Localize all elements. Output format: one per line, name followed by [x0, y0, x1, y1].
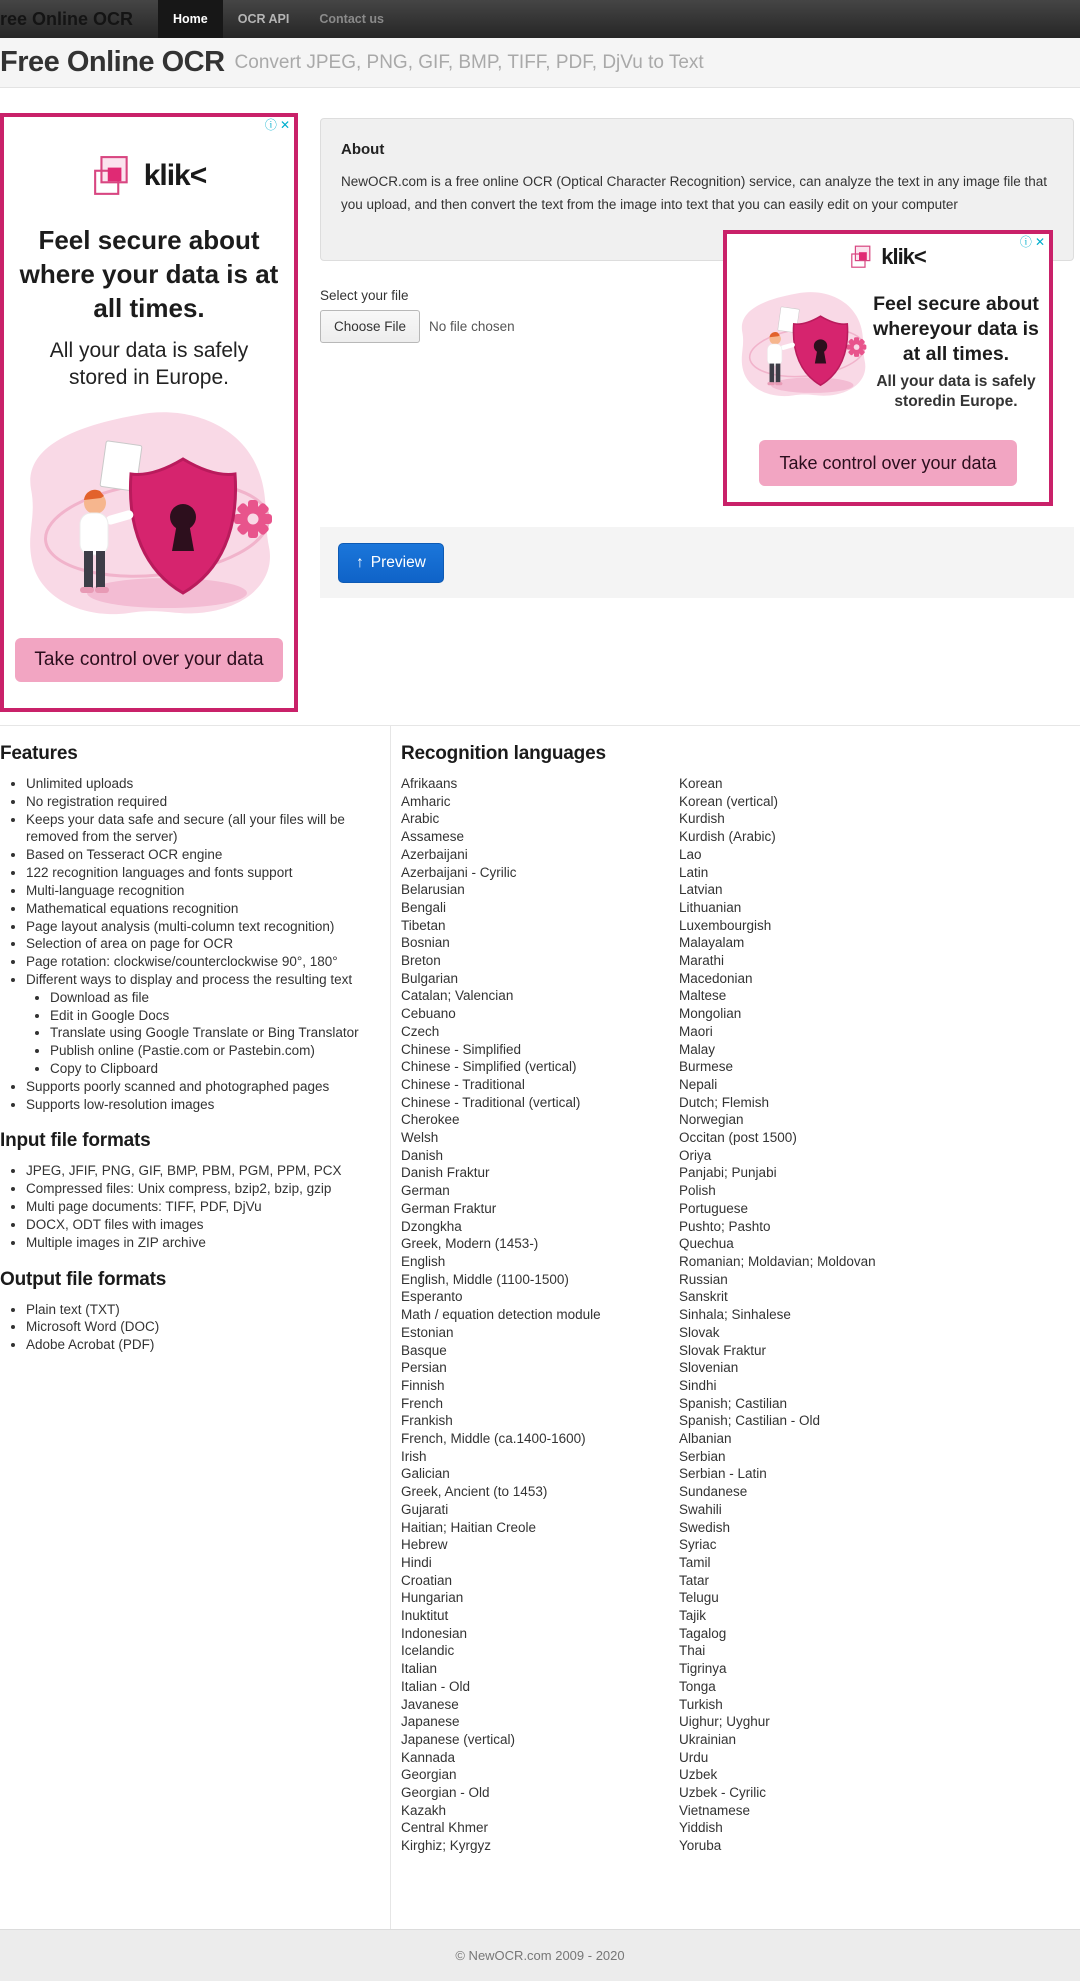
ad-logo: [4, 155, 294, 197]
language-item: Dutch; Flemish: [679, 1094, 770, 1110]
languages-title: Recognition languages: [401, 743, 606, 764]
language-item: Croatian: [401, 1572, 453, 1588]
language-item: Irish: [401, 1448, 427, 1464]
language-item: Italian - Old: [401, 1678, 471, 1694]
output-format-item: • Microsoft Word (DOC): [26, 1318, 384, 1336]
language-item: Japanese (vertical): [401, 1731, 516, 1747]
language-item: Swahili: [679, 1501, 722, 1517]
form-footer: [320, 527, 1074, 598]
preview-button[interactable]: ↑ Preview: [338, 543, 444, 583]
language-item: Slovenian: [679, 1360, 739, 1376]
ad-close-icon[interactable]: ✕: [279, 118, 290, 132]
language-item: Basque: [401, 1342, 447, 1358]
language-item: Azerbaijani - Cyrilic: [401, 864, 517, 880]
info-section: [0, 726, 1080, 1929]
ad-subheadline: All your data is safely stored in Europe.: [49, 339, 249, 389]
language-item: Central Khmer: [401, 1820, 489, 1836]
language-item: Turkish: [679, 1696, 723, 1712]
language-item: Tagalog: [679, 1625, 727, 1641]
language-item: Amharic: [401, 793, 451, 809]
feature-item: • Mathematical equations recognition: [26, 900, 384, 918]
language-item: Sundanese: [679, 1484, 748, 1500]
language-item: Hebrew: [401, 1537, 448, 1553]
language-item: Sindhi: [679, 1377, 717, 1393]
about-text: NewOCR.com is a free online OCR (Optical Character Recognition) service, can analyze the text in any image file that you upload, and then convert the text from the image into text that you can easily edit on your computer: [341, 174, 1048, 212]
feature-item: • Keeps your data safe and secure (all your files will be removed from the server): [26, 811, 384, 847]
copyright-text: © NewOCR.com 2009 - 2020: [455, 1948, 625, 1963]
language-item: French, Middle (ca.1400-1600): [401, 1431, 586, 1447]
feature-sub-item: • Download as file: [50, 989, 384, 1007]
language-item: Breton: [401, 953, 441, 969]
nav-item-ocr-api[interactable]: OCR API: [237, 12, 290, 26]
language-item: Occitan (post 1500): [679, 1130, 797, 1146]
language-item: Syriac: [679, 1537, 717, 1553]
language-item: German Fraktur: [401, 1200, 497, 1216]
select-file-label: Select your file: [320, 288, 409, 303]
language-item: Kirghiz; Kyrgyz: [401, 1838, 492, 1854]
language-item: Chinese - Simplified (vertical): [401, 1059, 577, 1075]
output-format-item: • Adobe Acrobat (PDF): [26, 1336, 384, 1354]
feature-sub-item: • Translate using Google Translate or Bing Translator: [50, 1024, 384, 1042]
language-item: Nepali: [679, 1076, 718, 1092]
ad-right-banner[interactable]: [723, 230, 1053, 506]
language-item: Vietnamese: [679, 1802, 751, 1818]
language-item: Inuktitut: [401, 1608, 449, 1624]
feature-item: • Multi-language recognition: [26, 882, 384, 900]
features-column: [0, 726, 390, 1929]
ad-logo-text: klik<: [881, 244, 926, 269]
adchoices-info-icon[interactable]: ⓘ: [264, 118, 277, 132]
language-item: Math / equation detection module: [401, 1307, 601, 1323]
language-item: Lithuanian: [679, 899, 742, 915]
language-item: Icelandic: [401, 1643, 455, 1659]
output-formats-title: Output file formats: [0, 1268, 167, 1290]
about-title: About: [341, 141, 385, 158]
languages-grid: [401, 775, 1080, 1855]
language-item: English: [401, 1253, 446, 1269]
language-item: Belarusian: [401, 882, 465, 898]
top-navbar: [0, 0, 1080, 38]
language-item: Czech: [401, 1023, 440, 1039]
language-item: Gujarati: [401, 1501, 449, 1517]
language-item: Malay: [679, 1041, 716, 1057]
input-formats-title: Input file formats: [0, 1130, 151, 1152]
output-formats-list: [0, 1301, 384, 1354]
file-input-row: [320, 310, 515, 343]
language-item: Panjabi; Punjabi: [679, 1165, 777, 1181]
feature-item: • Based on Tesseract OCR engine: [26, 846, 384, 864]
feature-item: • Unlimited uploads: [26, 775, 384, 793]
feature-sub-item: • Publish online (Pastie.com or Pastebin.com): [50, 1042, 384, 1060]
language-item: Albanian: [679, 1431, 732, 1447]
upload-arrow-icon: ↑: [356, 554, 364, 571]
site-footer: [0, 1929, 1080, 1981]
language-item: Quechua: [679, 1236, 734, 1252]
language-item: Hungarian: [401, 1590, 464, 1606]
language-item: French: [401, 1395, 444, 1411]
input-format-item: • JPEG, JFIF, PNG, GIF, BMP, PBM, PGM, PPM, PCX: [26, 1162, 384, 1180]
feature-item: • Different ways to display and process the resulting text: [26, 971, 384, 989]
language-item: Slovak Fraktur: [679, 1342, 767, 1358]
languages-list-1: [401, 775, 679, 1855]
language-item: Catalan; Valencian: [401, 988, 514, 1004]
language-item: Cebuano: [401, 1006, 456, 1022]
language-item: Estonian: [401, 1324, 454, 1340]
language-item: Malayalam: [679, 935, 745, 951]
language-item: Korean: [679, 776, 723, 791]
language-item: Persian: [401, 1360, 447, 1376]
language-item: Galician: [401, 1466, 450, 1482]
feature-item: • Selection of area on page for OCR: [26, 935, 384, 953]
language-item: Ukrainian: [679, 1731, 737, 1747]
language-item: Kannada: [401, 1749, 456, 1765]
page-title: Free Online OCR: [0, 46, 225, 78]
language-item: Luxembourgish: [679, 917, 772, 933]
language-item: Burmese: [679, 1059, 734, 1075]
features-sublist: [26, 989, 384, 1078]
language-item: Uzbek: [679, 1767, 718, 1783]
language-item: Sanskrit: [679, 1289, 728, 1305]
language-item: Polish: [679, 1183, 716, 1199]
language-item: Uzbek - Cyrilic: [679, 1785, 767, 1801]
language-item: Telugu: [679, 1590, 719, 1606]
language-item: Latvian: [679, 882, 723, 898]
ad-logo-text: klik<: [143, 159, 207, 192]
language-item: Yiddish: [679, 1820, 723, 1836]
language-item: German: [401, 1183, 450, 1199]
output-format-item: • Plain text (TXT): [26, 1301, 384, 1319]
language-item: Tajik: [679, 1608, 707, 1624]
language-item: Tatar: [679, 1572, 710, 1588]
input-formats-list: [0, 1162, 384, 1251]
language-item: Frankish: [401, 1413, 453, 1429]
language-item: Serbian: [679, 1448, 726, 1464]
input-format-item: • Multiple images in ZIP archive: [26, 1234, 384, 1252]
language-item: Javanese: [401, 1696, 459, 1712]
language-item: Tonga: [679, 1678, 716, 1694]
features-list-cont: [0, 1078, 384, 1114]
ad-close-icon[interactable]: ✕: [1034, 235, 1045, 249]
feature-item: • Page rotation: clockwise/counterclockwise 90°, 180°: [26, 953, 384, 971]
feature-item: • 122 recognition languages and fonts support: [26, 864, 384, 882]
language-item: Macedonian: [679, 970, 753, 986]
language-item: Lao: [679, 846, 702, 862]
nav-item-contact-us[interactable]: Contact us: [319, 12, 384, 26]
language-item: Yoruba: [679, 1838, 722, 1854]
language-item: Latin: [679, 864, 709, 880]
language-item: Hindi: [401, 1554, 432, 1570]
navbar-brand[interactable]: ree Online OCR: [0, 9, 134, 29]
language-item: Russian: [679, 1271, 728, 1287]
language-item: Maori: [679, 1023, 713, 1039]
language-item: Welsh: [401, 1130, 439, 1146]
language-item: Danish Fraktur: [401, 1165, 490, 1181]
klikk-logo-icon: [92, 155, 134, 197]
language-item: Portuguese: [679, 1200, 749, 1216]
language-item: Afrikaans: [401, 776, 458, 791]
ad-subheadline: All your data is safely storedin Europe.: [876, 373, 1036, 410]
language-item: Azerbaijani: [401, 846, 468, 862]
ad-headline: Feel secure about whereyour data is at all times.: [873, 293, 1039, 365]
language-item: Cherokee: [401, 1112, 460, 1128]
language-item: Arabic: [401, 811, 440, 827]
adchoices-controls: [1020, 235, 1045, 249]
language-item: Serbian - Latin: [679, 1466, 767, 1482]
language-item: Chinese - Traditional: [401, 1076, 525, 1092]
gear-icon: [234, 500, 272, 538]
language-item: Danish: [401, 1147, 444, 1163]
language-item: Indonesian: [401, 1625, 468, 1641]
language-item: Marathi: [679, 953, 725, 969]
ad-logo: [727, 244, 1049, 270]
page-header: [0, 38, 1080, 88]
language-item: Maltese: [679, 988, 727, 1004]
language-item: Esperanto: [401, 1289, 463, 1305]
language-item: Spanish; Castilian: [679, 1395, 788, 1411]
language-item: Finnish: [401, 1377, 445, 1393]
language-item: Urdu: [679, 1749, 709, 1765]
language-item: Tibetan: [401, 917, 446, 933]
language-item: Swedish: [679, 1519, 731, 1535]
feature-item: • Supports poorly scanned and photographed pages: [26, 1078, 384, 1096]
ad-cta-button[interactable]: Take control over your data: [15, 638, 283, 682]
languages-column: [390, 726, 1080, 1929]
features-title: Features: [0, 743, 78, 764]
language-item: Pushto; Pashto: [679, 1218, 771, 1234]
language-item: Greek, Modern (1453-): [401, 1236, 539, 1252]
navbar-menu: [158, 0, 399, 38]
language-item: Chinese - Traditional (vertical): [401, 1094, 581, 1110]
language-item: Slovak: [679, 1324, 720, 1340]
ad-text-column: [871, 270, 1041, 412]
language-item: Romanian; Moldavian; Moldovan: [679, 1253, 876, 1269]
languages-list-2: [679, 775, 1080, 1855]
language-item: Norwegian: [679, 1112, 744, 1128]
language-item: Sinhala; Sinhalese: [679, 1307, 791, 1323]
feature-item: • No registration required: [26, 793, 384, 811]
language-item: English, Middle (1100-1500): [401, 1271, 569, 1287]
language-item: Assamese: [401, 829, 465, 845]
language-item: Chinese - Simplified: [401, 1041, 522, 1057]
language-item: Japanese: [401, 1714, 460, 1730]
nav-item-home[interactable]: Home: [158, 0, 223, 38]
language-item: Tigrinya: [679, 1661, 727, 1677]
ad-cta-button[interactable]: Take control over your data: [759, 440, 1017, 486]
feature-item: • Supports low-resolution images: [26, 1096, 384, 1114]
language-item: Korean (vertical): [679, 793, 779, 809]
language-item: Kurdish (Arabic): [679, 829, 776, 845]
language-item: Georgian - Old: [401, 1785, 490, 1801]
language-item: Italian: [401, 1661, 438, 1677]
language-item: Kazakh: [401, 1802, 447, 1818]
language-item: Georgian: [401, 1767, 457, 1783]
input-format-item: • Compressed files: Unix compress, bzip2, bzip, gzip: [26, 1180, 384, 1198]
language-item: Haitian; Haitian Creole: [401, 1519, 537, 1535]
ad-left-banner[interactable]: [0, 113, 298, 712]
adchoices-info-icon[interactable]: ⓘ: [1019, 235, 1032, 249]
language-item: Bosnian: [401, 935, 450, 951]
language-item: Tamil: [679, 1554, 711, 1570]
language-item: Thai: [679, 1643, 706, 1659]
no-file-chosen-text: No file chosen: [429, 319, 515, 334]
features-list: [0, 775, 384, 989]
language-item: Bulgarian: [401, 970, 459, 986]
language-item: Mongolian: [679, 1006, 742, 1022]
language-item: Kurdish: [679, 811, 725, 827]
language-item: Spanish; Castilian - Old: [679, 1413, 821, 1429]
input-format-item: • DOCX, ODT files with images: [26, 1216, 384, 1234]
feature-sub-item: • Edit in Google Docs: [50, 1007, 384, 1025]
language-item: Bengali: [401, 899, 447, 915]
security-shield-illustration: [735, 286, 871, 403]
page-subtitle: Convert JPEG, PNG, GIF, BMP, TIFF, PDF, DjVu to Text: [234, 51, 704, 73]
feature-sub-item: • Copy to Clipboard: [50, 1060, 384, 1078]
language-item: Greek, Ancient (to 1453): [401, 1484, 548, 1500]
input-format-item: • Multi page documents: TIFF, PDF, DjVu: [26, 1198, 384, 1216]
choose-file-button[interactable]: Choose File: [320, 310, 420, 343]
top-section: [0, 88, 1080, 726]
feature-item: • Page layout analysis (multi-column text recognition): [26, 918, 384, 936]
language-item: Uighur; Uyghur: [679, 1714, 770, 1730]
ad-headline: Feel secure about where your data is at all times.: [19, 225, 279, 323]
language-item: Dzongkha: [401, 1218, 462, 1234]
adchoices-controls: [265, 118, 290, 132]
ad-body: [727, 270, 1049, 412]
klikk-logo-icon: [850, 245, 874, 269]
language-item: Oriya: [679, 1147, 712, 1163]
security-shield-illustration: [17, 401, 281, 627]
